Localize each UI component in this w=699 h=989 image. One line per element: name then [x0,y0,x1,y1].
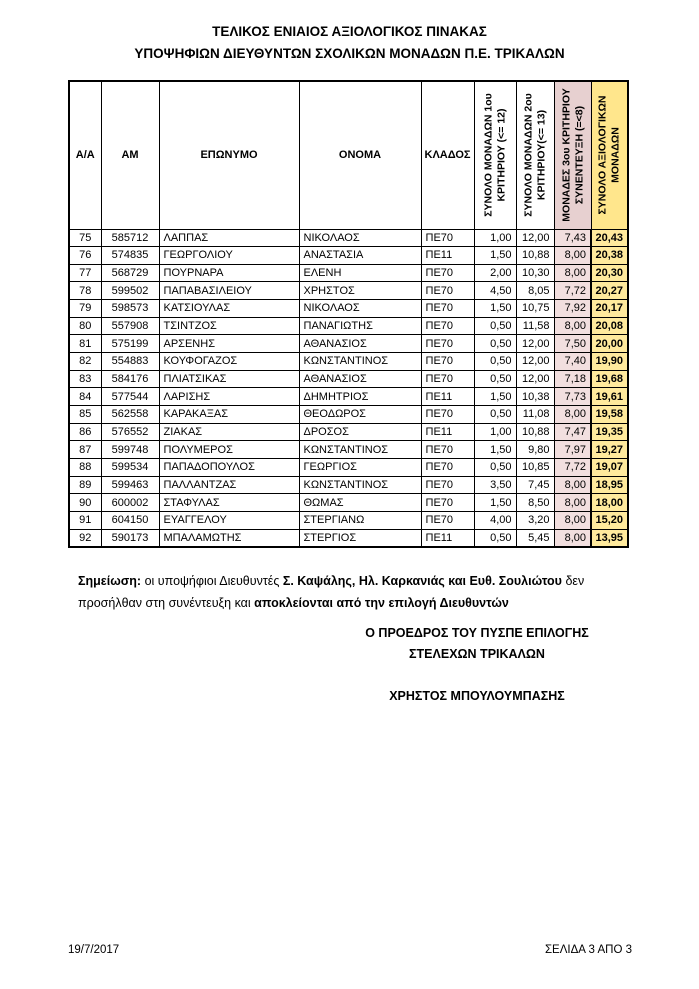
cell-klados: ΠΕ70 [421,494,474,512]
cell-krit1: 1,00 [474,229,516,247]
cell-total: 20,08 [591,317,628,335]
cell-krit3: 8,00 [554,406,591,424]
cell-onoma: ΑΘΑΝΑΣΙΟΣ [299,335,421,353]
cell-krit3: 7,40 [554,353,591,371]
cell-total: 18,95 [591,476,628,494]
cell-am: 599748 [101,441,159,459]
cell-eponymo: ΚΟΥΦΟΓΑΖΟΣ [159,353,299,371]
cell-aa: 79 [69,300,101,318]
table-row [69,423,628,441]
cell-eponymo: ΣΤΑΦΥΛΑΣ [159,494,299,512]
signature-title-line2: ΣΤΕΛΕΧΩΝ ΤΡΙΚΑΛΩΝ [409,647,545,661]
cell-krit1: 3,50 [474,476,516,494]
cell-krit1: 0,50 [474,370,516,388]
cell-krit3: 7,72 [554,282,591,300]
cell-total: 13,95 [591,529,628,547]
cell-onoma: ΝΙΚΟΛΑΟΣ [299,229,421,247]
cell-eponymo: ΠΑΠΑΔΟΠΟΥΛΟΣ [159,459,299,477]
cell-krit2: 9,80 [516,441,554,459]
cell-total: 20,00 [591,335,628,353]
cell-klados: ΠΕ11 [421,247,474,265]
cell-klados: ΠΕ70 [421,406,474,424]
cell-aa: 77 [69,264,101,282]
table-row [69,229,628,247]
page-title [0,21,699,65]
cell-klados: ΠΕ70 [421,512,474,530]
cell-total: 19,07 [591,459,628,477]
col-header-aa: Α/Α [69,81,101,229]
col-header-am: ΑΜ [101,81,159,229]
col-header-criterion2: ΣΥΝΟΛΟ ΜΟΝΑΔΩΝ 2ου ΚΡΙΤΗΡΙΟΥ(<= 13) [516,81,554,229]
cell-aa: 90 [69,494,101,512]
cell-aa: 78 [69,282,101,300]
cell-aa: 87 [69,441,101,459]
table-row [69,406,628,424]
cell-klados: ΠΕ70 [421,264,474,282]
cell-eponymo: ΕΥΑΓΓΕΛΟΥ [159,512,299,530]
cell-total: 19,68 [591,370,628,388]
cell-am: 576552 [101,423,159,441]
cell-klados: ΠΕ70 [421,441,474,459]
cell-aa: 86 [69,423,101,441]
cell-am: 599463 [101,476,159,494]
signature-name: ΧΡΗΣΤΟΣ ΜΠΟΥΛΟΥΜΠΑΣΗΣ [389,689,565,703]
cell-aa: 89 [69,476,101,494]
cell-eponymo: ΠΛΙΑΤΣΙΚΑΣ [159,370,299,388]
cell-klados: ΠΕ11 [421,423,474,441]
cell-onoma: ΚΩΝΣΤΑΝΤΙΝΟΣ [299,476,421,494]
cell-onoma: ΚΩΝΣΤΑΝΤΙΝΟΣ [299,441,421,459]
cell-total: 20,17 [591,300,628,318]
cell-krit2: 12,00 [516,353,554,371]
cell-krit3: 8,00 [554,247,591,265]
cell-am: 577544 [101,388,159,406]
cell-total: 19,90 [591,353,628,371]
cell-total: 20,38 [591,247,628,265]
footer-page-number: ΣΕΛΙΔΑ 3 ΑΠΟ 3 [544,944,632,956]
note-segment: αποκλείονται από την επιλογή Διευθυντών [254,596,509,610]
cell-klados: ΠΕ70 [421,370,474,388]
table-row [69,459,628,477]
cell-krit3: 7,72 [554,459,591,477]
cell-eponymo: ΛΑΠΠΑΣ [159,229,299,247]
col-header-criterion3-interview: ΜΟΝΑΔΕΣ 3ου ΚΡΙΤΗΡΙΟΥ ΣΥΝΕΝΤΕΥΞΗ (=<8) [554,81,591,229]
cell-krit2: 3,20 [516,512,554,530]
cell-klados: ΠΕ70 [421,476,474,494]
cell-am: 575199 [101,335,159,353]
cell-aa: 84 [69,388,101,406]
cell-eponymo: ΚΑΡΑΚΑΞΑΣ [159,406,299,424]
cell-eponymo: ΠΑΠΑΒΑΣΙΛΕΙΟΥ [159,282,299,300]
signature-title [322,623,632,665]
cell-krit2: 8,50 [516,494,554,512]
cell-am: 598573 [101,300,159,318]
cell-total: 19,58 [591,406,628,424]
table-row [69,370,628,388]
cell-klados: ΠΕ70 [421,229,474,247]
cell-aa: 80 [69,317,101,335]
cell-eponymo: ΓΕΩΡΓΟΛΙΟΥ [159,247,299,265]
cell-krit1: 1,50 [474,494,516,512]
cell-total: 19,27 [591,441,628,459]
cell-onoma: ΚΩΝΣΤΑΝΤΙΝΟΣ [299,353,421,371]
cell-krit2: 12,00 [516,370,554,388]
cell-krit1: 1,50 [474,441,516,459]
page-title-line2: ΥΠΟΨΗΦΙΩΝ ΔΙΕΥΘΥΝΤΩΝ ΣΧΟΛΙΚΩΝ ΜΟΝΑΔΩΝ Π.Ε. ΤΡΙΚΑΛΩΝ [134,46,565,61]
cell-onoma: ΔΡΟΣΟΣ [299,423,421,441]
cell-krit1: 0,50 [474,459,516,477]
cell-krit1: 0,50 [474,406,516,424]
cell-krit3: 8,00 [554,529,591,547]
table-row [69,353,628,371]
cell-krit2: 10,88 [516,423,554,441]
cell-krit2: 10,30 [516,264,554,282]
cell-aa: 92 [69,529,101,547]
cell-krit3: 7,92 [554,300,591,318]
table-row [69,300,628,318]
page-footer [68,944,632,956]
cell-onoma: ΠΑΝΑΓΙΩΤΗΣ [299,317,421,335]
cell-krit1: 1,50 [474,300,516,318]
cell-krit2: 12,00 [516,229,554,247]
signature-title-line1: Ο ΠΡΟΕΔΡΟΣ ΤΟΥ ΠΥΣΠΕ ΕΠΙΛΟΓΗΣ [365,626,589,640]
cell-onoma: ΝΙΚΟΛΑΟΣ [299,300,421,318]
page-title-line1: ΤΕΛΙΚΟΣ ΕΝΙΑΙΟΣ ΑΞΙΟΛΟΓΙΚΟΣ ΠΙΝΑΚΑΣ [212,24,487,39]
note-segment: Σημείωση: [78,574,142,588]
cell-eponymo: ΤΣΙΝΤΖΟΣ [159,317,299,335]
cell-krit3: 7,73 [554,388,591,406]
cell-aa: 83 [69,370,101,388]
table-row [69,494,628,512]
note-segment: οι υποψήφιοι Διευθυντές [141,574,283,588]
cell-krit3: 8,00 [554,317,591,335]
col-header-surname: ΕΠΩΝΥΜΟ [159,81,299,229]
cell-krit1: 1,00 [474,423,516,441]
cell-krit3: 7,97 [554,441,591,459]
cell-krit1: 1,50 [474,388,516,406]
cell-krit1: 2,00 [474,264,516,282]
col-header-firstname: ΟΝΟΜΑ [299,81,421,229]
cell-onoma: ΣΤΕΡΓΙΟΣ [299,529,421,547]
cell-aa: 75 [69,229,101,247]
col-header-branch: ΚΛΑΔΟΣ [421,81,474,229]
cell-krit2: 10,75 [516,300,554,318]
cell-am: 599534 [101,459,159,477]
cell-onoma: ΘΕΟΔΩΡΟΣ [299,406,421,424]
note-segment: προσήλθαν στη συνέντευξη και [78,596,255,610]
cell-krit3: 8,00 [554,494,591,512]
cell-krit2: 5,45 [516,529,554,547]
cell-krit3: 8,00 [554,476,591,494]
cell-onoma: ΑΘΑΝΑΣΙΟΣ [299,370,421,388]
cell-onoma: ΣΤΕΡΓΙΑΝΩ [299,512,421,530]
table-row [69,335,628,353]
note-text [78,570,653,614]
cell-total: 19,35 [591,423,628,441]
cell-krit3: 7,50 [554,335,591,353]
cell-total: 20,43 [591,229,628,247]
cell-onoma: ΔΗΜΗΤΡΙΟΣ [299,388,421,406]
table-header-row [69,81,628,229]
cell-total: 18,00 [591,494,628,512]
cell-klados: ΠΕ70 [421,353,474,371]
cell-am: 599502 [101,282,159,300]
cell-krit1: 0,50 [474,529,516,547]
cell-krit3: 8,00 [554,512,591,530]
cell-am: 554883 [101,353,159,371]
table-row [69,441,628,459]
cell-krit3: 8,00 [554,264,591,282]
table-row [69,282,628,300]
cell-am: 584176 [101,370,159,388]
col-header-criterion1: ΣΥΝΟΛΟ ΜΟΝΑΔΩΝ 1ου ΚΡΙΤΗΡΙΟΥ (<= 12) [474,81,516,229]
table-row [69,512,628,530]
cell-eponymo: ΜΠΑΛΑΜΩΤΗΣ [159,529,299,547]
cell-krit2: 7,45 [516,476,554,494]
cell-onoma: ΕΛΕΝΗ [299,264,421,282]
cell-krit1: 4,00 [474,512,516,530]
cell-krit1: 1,50 [474,247,516,265]
cell-aa: 85 [69,406,101,424]
table-row [69,529,628,547]
footer-date: 19/7/2017 [68,944,120,956]
cell-krit1: 4,50 [474,282,516,300]
cell-am: 568729 [101,264,159,282]
cell-aa: 81 [69,335,101,353]
cell-eponymo: ΠΟΛΥΜΕΡΟΣ [159,441,299,459]
cell-eponymo: ΠΑΛΛΑΝΤΖΑΣ [159,476,299,494]
cell-aa: 82 [69,353,101,371]
cell-krit2: 10,88 [516,247,554,265]
cell-total: 15,20 [591,512,628,530]
cell-am: 562558 [101,406,159,424]
cell-klados: ΠΕ70 [421,335,474,353]
cell-klados: ΠΕ70 [421,282,474,300]
cell-krit3: 7,18 [554,370,591,388]
cell-krit2: 8,05 [516,282,554,300]
cell-eponymo: ΛΑΡΙΣΗΣ [159,388,299,406]
table-row [69,247,628,265]
cell-krit2: 11,58 [516,317,554,335]
note-segment: δεν [561,574,585,588]
table-row [69,476,628,494]
cell-krit2: 11,08 [516,406,554,424]
cell-eponymo: ΖΙΑΚΑΣ [159,423,299,441]
cell-krit1: 0,50 [474,335,516,353]
cell-krit2: 10,85 [516,459,554,477]
cell-aa: 88 [69,459,101,477]
cell-onoma: ΘΩΜΑΣ [299,494,421,512]
cell-am: 600002 [101,494,159,512]
cell-am: 585712 [101,229,159,247]
cell-eponymo: ΚΑΤΣΙΟΥΛΑΣ [159,300,299,318]
cell-klados: ΠΕ11 [421,388,474,406]
cell-krit1: 0,50 [474,353,516,371]
cell-aa: 91 [69,512,101,530]
table-row [69,264,628,282]
cell-am: 604150 [101,512,159,530]
cell-am: 557908 [101,317,159,335]
cell-klados: ΠΕ70 [421,317,474,335]
cell-klados: ΠΕ11 [421,529,474,547]
cell-total: 19,61 [591,388,628,406]
cell-krit3: 7,47 [554,423,591,441]
cell-klados: ΠΕ70 [421,300,474,318]
cell-eponymo: ΠΟΥΡΝΑΡΑ [159,264,299,282]
cell-krit1: 0,50 [474,317,516,335]
cell-eponymo: ΑΡΣΕΝΗΣ [159,335,299,353]
cell-krit2: 12,00 [516,335,554,353]
evaluation-table [68,80,629,548]
cell-krit3: 7,43 [554,229,591,247]
col-header-total-units: ΣΥΝΟΛΟ ΑΞΙΟΛΟΓΙΚΩΝ ΜΟΝΑΔΩΝ [591,81,628,229]
cell-total: 20,30 [591,264,628,282]
cell-total: 20,27 [591,282,628,300]
cell-onoma: ΑΝΑΣΤΑΣΙΑ [299,247,421,265]
cell-klados: ΠΕ70 [421,459,474,477]
cell-onoma: ΧΡΗΣΤΟΣ [299,282,421,300]
note-segment: Σ. Καψάλης, Ηλ. Καρκανιάς και Ευθ. Σουλιώτου [282,574,562,588]
table-row [69,317,628,335]
cell-am: 574835 [101,247,159,265]
table-row [69,388,628,406]
cell-onoma: ΓΕΩΡΓΙΟΣ [299,459,421,477]
cell-krit2: 10,38 [516,388,554,406]
cell-am: 590173 [101,529,159,547]
table-body [69,229,628,547]
cell-aa: 76 [69,247,101,265]
